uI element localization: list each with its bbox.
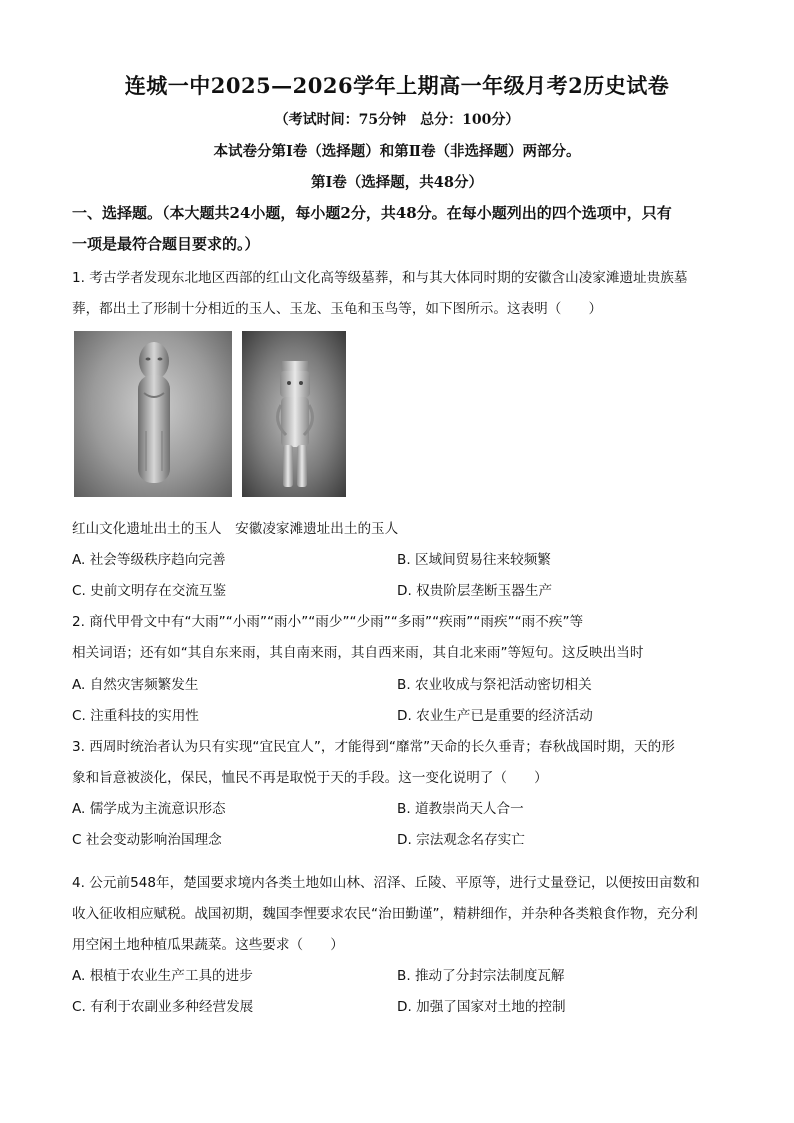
q2-stem-line1: 2. 商代甲骨文中有“大雨”“小雨”“雨小”“雨少”“少雨”“多雨”“疾雨”“雨疾”“雨不疾”等 xyxy=(72,614,584,630)
q3-stem-line1: 3. 西周时统治者认为只有实现“宜民宜人”，才能得到“靡常”天命的长久垂青；春秋战国时期，天的形 xyxy=(72,739,675,755)
q1-stem-line1: 1. 考古学者发现东北地区西部的红山文化高等级墓葬，和与其大体同时期的安徽含山凌家滩遗址贵族墓 xyxy=(72,270,688,286)
q3-option-b[interactable]: B. 道教崇尚天人合一 xyxy=(397,801,524,817)
q2-option-c[interactable]: C. 注重科技的实用性 xyxy=(72,708,199,724)
q3-option-d[interactable]: D. 宗法观念名存实亡 xyxy=(397,832,525,848)
q1-option-c[interactable]: C. 史前文明存在交流互鉴 xyxy=(72,583,227,599)
q4-option-d[interactable]: D. 加强了国家对土地的控制 xyxy=(397,999,566,1015)
lingjiatan-jade-figure-photo xyxy=(242,331,346,497)
q1-figure-caption: 红山文化遗址出土的玉人 安徽凌家滩遗址出土的玉人 xyxy=(72,521,399,537)
q2-stem-line2: 相关词语；还有如“其自东来雨，其自南来雨，其自西来雨，其自北来雨”等短句。这反映出当时 xyxy=(72,645,644,661)
q4-stem-line3: 用空闲土地种植瓜果蔬菜。这些要求（ ） xyxy=(72,937,344,953)
q4-stem-line1: 4. 公元前548年，楚国要求境内各类土地如山林、沼泽、丘陵、平原等，进行丈量登记，以便按田亩数和 xyxy=(72,875,700,891)
exam-info: （考试时间：75分钟 总分：100分） xyxy=(274,112,520,128)
page-title: 连城一中2025—2026学年上期高一年级月考2历史试卷 xyxy=(124,73,670,98)
part-title: 第Ⅰ卷（选择题，共48分） xyxy=(311,174,483,191)
q2-option-b[interactable]: B. 农业收成与祭祀活动密切相关 xyxy=(397,677,592,693)
q3-option-a[interactable]: A. 儒学成为主流意识形态 xyxy=(72,801,226,817)
q4-option-b[interactable]: B. 推动了分封宗法制度瓦解 xyxy=(397,968,565,984)
q1-option-b[interactable]: B. 区域间贸易往来较频繁 xyxy=(397,552,551,568)
exam-intro: 本试卷分第Ⅰ卷（选择题）和第Ⅱ卷（非选择题）两部分。 xyxy=(213,143,581,160)
q3-stem-line2: 象和旨意被淡化，保民，恤民不再是取悦于天的手段。这一变化说明了（ ） xyxy=(72,770,548,786)
hongshan-jade-figure-photo xyxy=(74,331,232,497)
q2-option-d[interactable]: D. 农业生产已是重要的经济活动 xyxy=(397,708,593,724)
q4-option-c[interactable]: C. 有利于农副业多种经营发展 xyxy=(72,999,254,1015)
section-instruction-line2: 一项是最符合题目要求的。） xyxy=(72,235,260,253)
q1-option-d[interactable]: D. 权贵阶层垄断玉器生产 xyxy=(397,583,553,599)
q1-option-a[interactable]: A. 社会等级秩序趋向完善 xyxy=(72,552,226,568)
q2-option-a[interactable]: A. 自然灾害频繁发生 xyxy=(72,677,199,693)
q4-stem-line2: 收入征收相应赋税。战国初期，魏国李悝要求农民“治田勤谨”，精耕细作，并杂种各类粮食作物，充分利 xyxy=(72,906,698,922)
q1-stem-line2: 葬，都出土了形制十分相近的玉人、玉龙、玉龟和玉鸟等，如下图所示。这表明（ ） xyxy=(72,301,603,317)
q3-option-c[interactable]: C 社会变动影响治国理念 xyxy=(72,832,222,848)
q4-option-a[interactable]: A. 根植于农业生产工具的进步 xyxy=(72,968,253,984)
section-instruction-line1: 一、选择题。（本大题共24小题，每小题2分，共48分。在每小题列出的四个选项中，只有 xyxy=(72,204,672,222)
